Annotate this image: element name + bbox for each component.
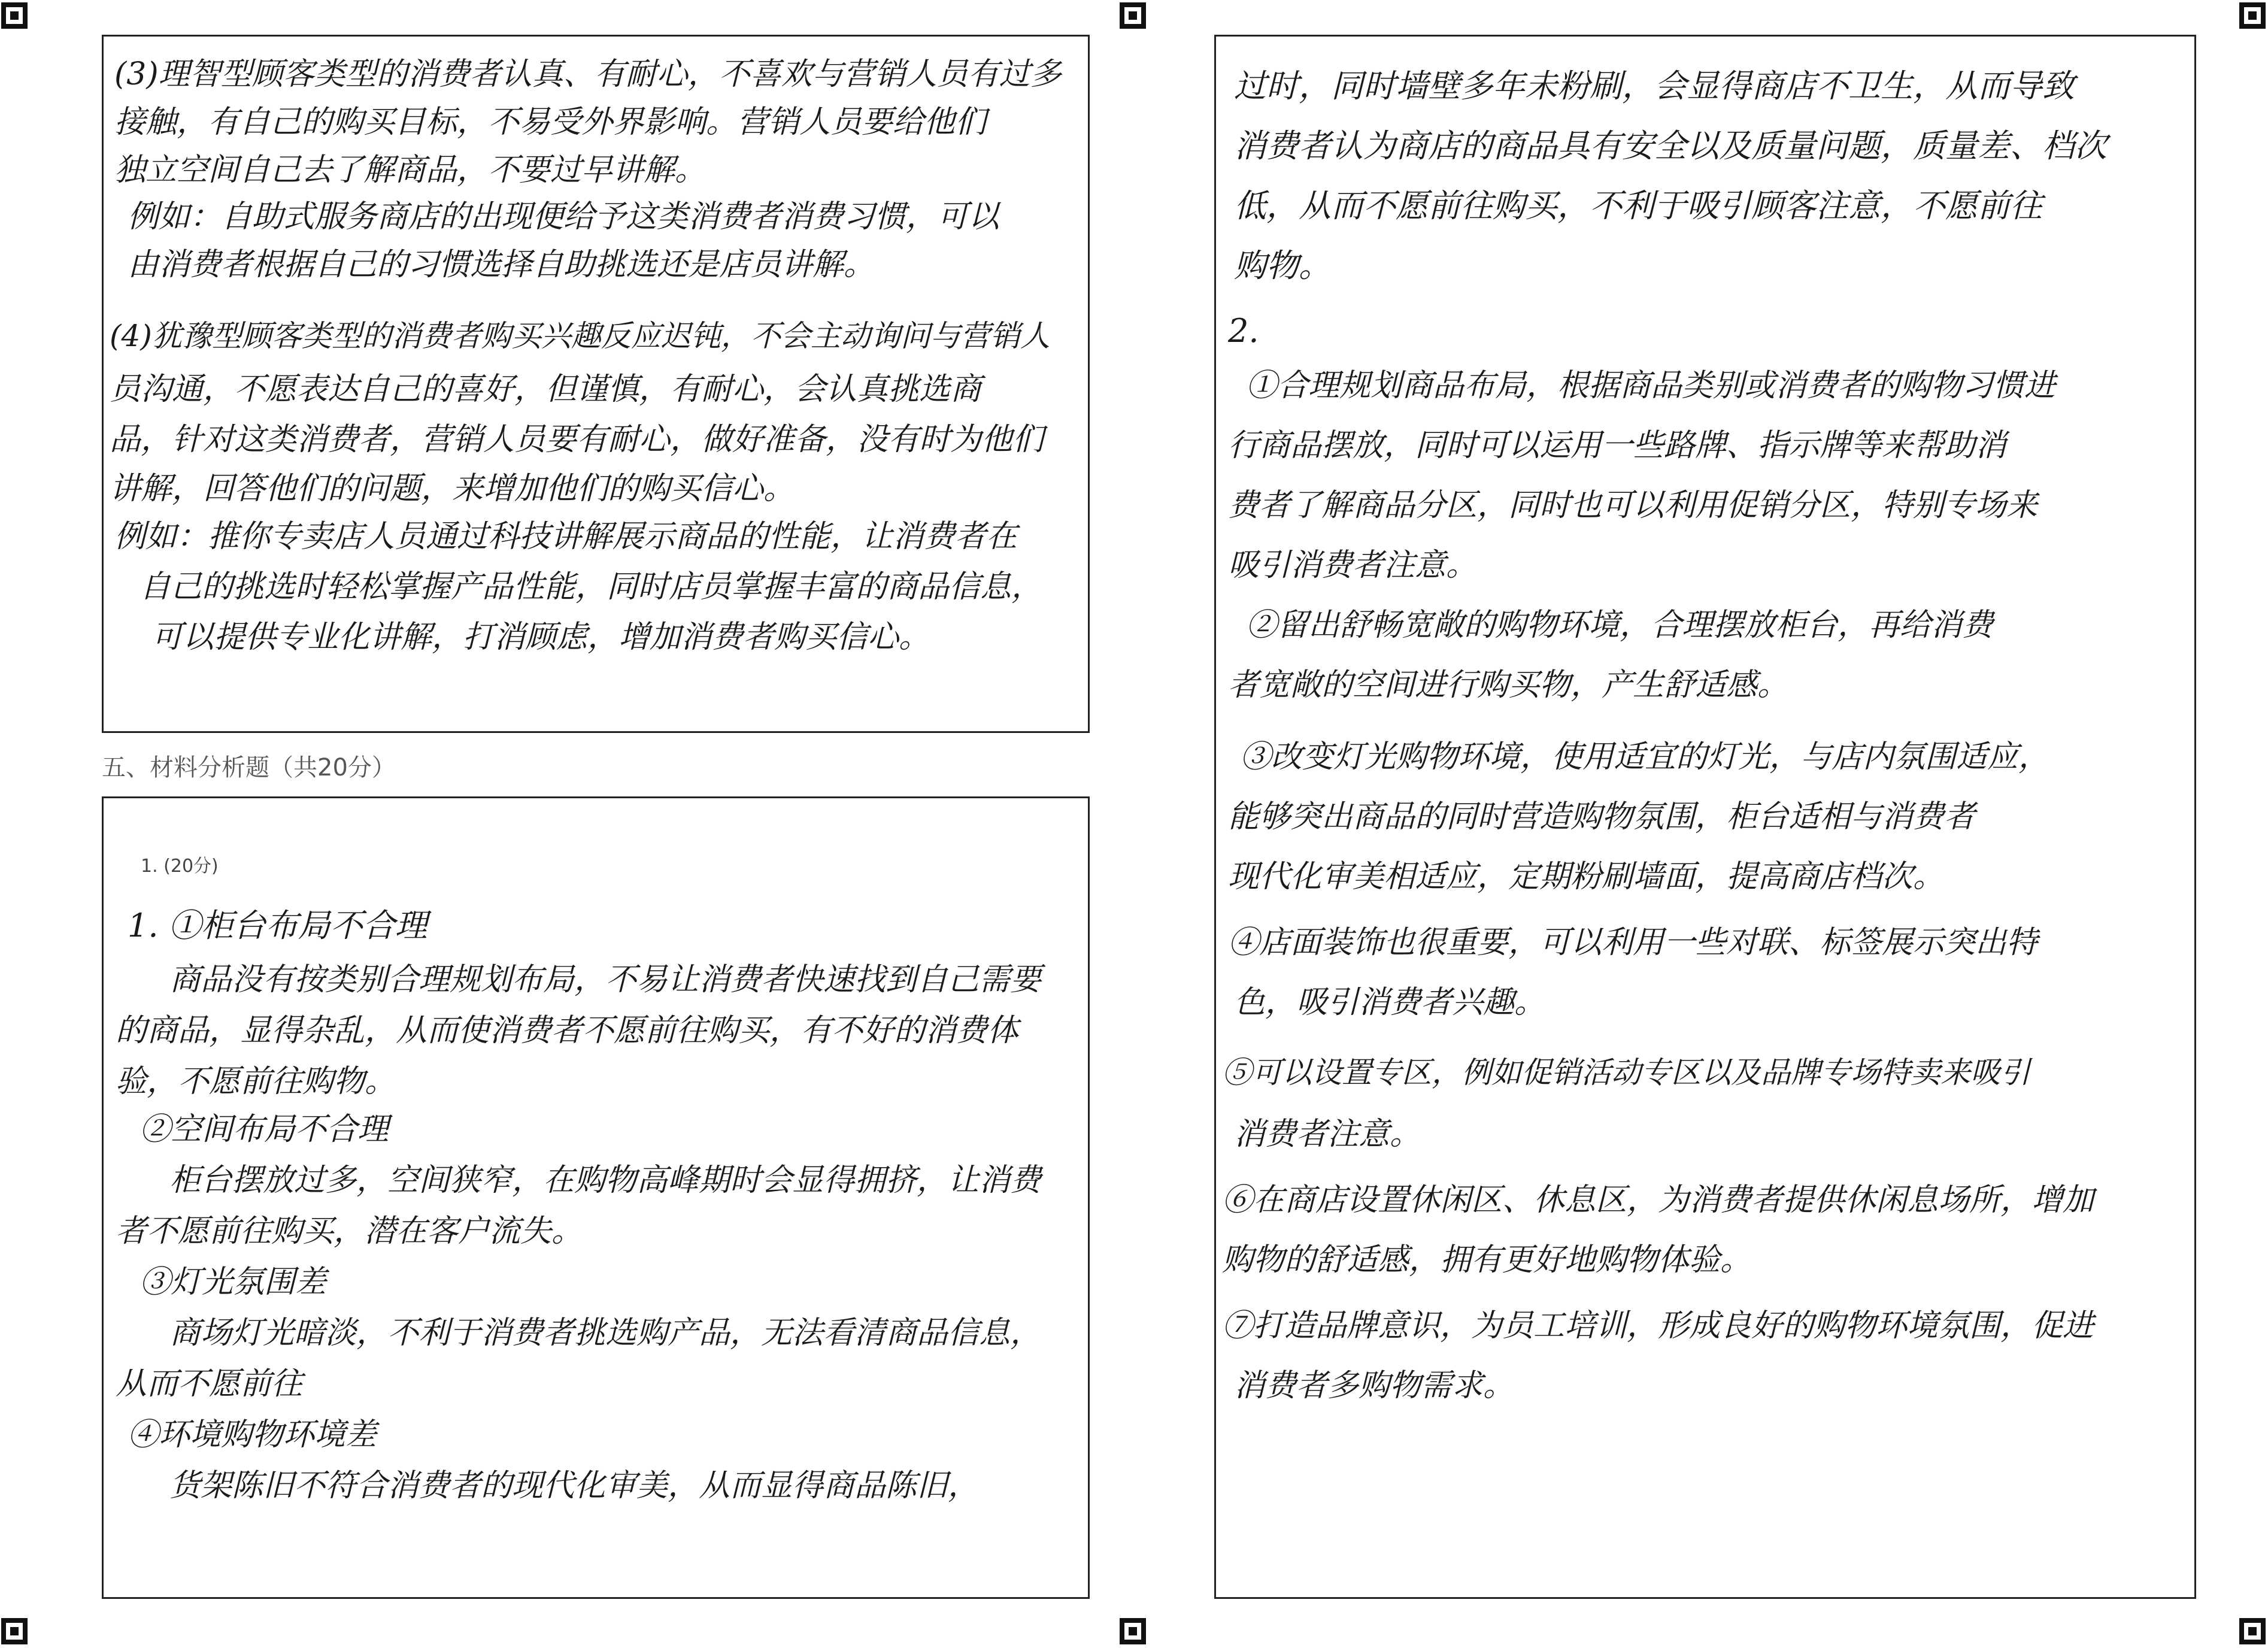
handwriting-line: 验，不愿前往购物。	[116, 1064, 396, 1099]
handwriting-line: 购物的舒适感，拥有更好地购物体验。	[1222, 1242, 1752, 1278]
handwriting-line: 色，吸引消费者兴趣。	[1234, 984, 1546, 1020]
handwriting-line: 接触，有自己的购买目标，不易受外界影响。营销人员要给他们	[114, 104, 987, 140]
handwriting-line: 商场灯光暗淡，不利于消费者挑选购产品，无法看清商品信息，	[169, 1315, 1042, 1351]
registration-marker-bottom-center	[1120, 1618, 1146, 1644]
handwriting-line: ⑥在商店设置休闲区、休息区，为消费者提供休闲息场所，增加	[1222, 1182, 2094, 1218]
handwriting-line: 者不愿前往购买，潜在客户流失。	[116, 1213, 583, 1249]
handwriting-line: ③灯光氛围差	[140, 1264, 327, 1300]
handwriting-line: 可以提供专业化讲解，打消顾虑，增加消费者购买信心。	[151, 619, 930, 655]
handwriting-line: ⑦打造品牌意识，为员工培训，形成良好的购物环境氛围，促进	[1222, 1308, 2094, 1344]
handwriting-line: 吸引消费者注意。	[1228, 547, 1478, 583]
question-label: 1. (20分)	[141, 856, 219, 877]
handwriting-line: 购物。	[1234, 247, 1331, 284]
handwriting-line: 消费者多购物需求。	[1234, 1368, 1515, 1404]
handwriting-line: 现代化审美相适应，定期粉刷墙面，提高商店档次。	[1228, 859, 1945, 895]
handwriting-line: ②留出舒畅宽敞的购物环境，合理摆放柜台，再给消费	[1246, 607, 1994, 643]
handwriting-line: 费者了解商品分区，同时也可以利用促销分区，特别专场来	[1228, 487, 2038, 523]
registration-marker-top-left	[1, 2, 28, 29]
section-title: 五、材料分析题（共20分）	[102, 754, 396, 781]
registration-marker-top-center	[1120, 2, 1146, 29]
handwriting-line: (4)犹豫型顾客类型的消费者购买兴趣反应迟钝，不会主动询问与营销人	[110, 319, 1050, 353]
handwriting-line: 独立空间自己去了解商品，不要过早讲解。	[114, 152, 707, 188]
handwriting-line: 品，针对这类消费者，营销人员要有耐心，做好准备，没有时为他们	[110, 422, 1044, 458]
handwriting-line: ⑤可以设置专区，例如促销活动专区以及品牌专场特卖来吸引	[1222, 1055, 2030, 1090]
answer-box-right	[1214, 35, 2196, 1599]
handwriting-line: ①合理规划商品布局，根据商品类别或消费者的购物习惯进	[1246, 368, 2056, 404]
handwriting-line: 柜台摆放过多，空间狭窄，在购物高峰期时会显得拥挤，让消费	[169, 1162, 1042, 1198]
handwriting-line: 例如：自助式服务商店的出现便给予这类消费者消费习惯，可以	[128, 199, 1000, 235]
handwriting-line: 从而不愿前往	[116, 1366, 303, 1402]
answer-box-top-left	[102, 35, 1090, 733]
registration-marker-bottom-right	[2239, 1618, 2266, 1644]
handwriting-line: ②空间布局不合理	[140, 1111, 389, 1147]
handwriting-line: ③改变灯光购物环境，使用适宜的灯光，与店内氛围适应，	[1240, 739, 2050, 775]
handwriting-line: 行商品摆放，同时可以运用一些路牌、指示牌等来帮助消	[1228, 428, 2007, 463]
handwriting-line: 货架陈旧不符合消费者的现代化审美，从而显得商品陈旧，	[169, 1468, 980, 1504]
handwriting-line: 讲解，回答他们的问题，来增加他们的购买信心。	[110, 471, 795, 507]
handwriting-line: 例如：推你专卖店人员通过科技讲解展示商品的性能，让消费者在	[114, 519, 1018, 555]
handwriting-line: 消费者注意。	[1234, 1116, 1421, 1152]
handwriting-line: 由消费者根据自己的习惯选择自助挑选还是店员讲解。	[128, 247, 875, 283]
handwriting-line: (3)理智型顾客类型的消费者认真、有耐心，不喜欢与营销人员有过多	[114, 56, 1062, 92]
handwriting-line: 2.	[1228, 312, 1259, 350]
handwriting-line: 低，从而不愿前往购买，不利于吸引顾客注意，不愿前往	[1234, 187, 2042, 225]
handwriting-line: 员沟通，不愿表达自己的喜好，但谨慎，有耐心，会认真挑选商	[110, 371, 982, 407]
handwriting-line: 者宽敞的空间进行购买物，产生舒适感。	[1228, 667, 1789, 703]
handwriting-line: 能够突出商品的同时营造购物氛围，柜台适相与消费者	[1228, 799, 1976, 835]
answer-box-bottom-left	[102, 796, 1090, 1599]
handwriting-line: 1. ①柜台布局不合理	[128, 907, 427, 944]
handwriting-line: ④环境购物环境差	[128, 1417, 377, 1453]
registration-marker-top-right	[2239, 2, 2266, 29]
handwriting-line: 商品没有按类别合理规划布局，不易让消费者快速找到自己需要	[169, 962, 1042, 998]
registration-marker-bottom-left	[1, 1618, 28, 1644]
handwriting-line: 的商品，显得杂乱，从而使消费者不愿前往购买，有不好的消费体	[116, 1013, 1019, 1049]
handwriting-line: 过时，同时墙壁多年未粉刷，会显得商店不卫生，从而导致	[1234, 67, 2075, 105]
handwriting-line: 自己的挑选时轻松掌握产品性能，同时店员掌握丰富的商品信息，	[140, 569, 1043, 605]
handwriting-line: ④店面装饰也很重要，可以利用一些对联、标签展示突出特	[1228, 925, 2038, 961]
handwriting-line: 消费者认为商店的商品具有安全以及质量问题，质量差、档次	[1234, 127, 2107, 165]
